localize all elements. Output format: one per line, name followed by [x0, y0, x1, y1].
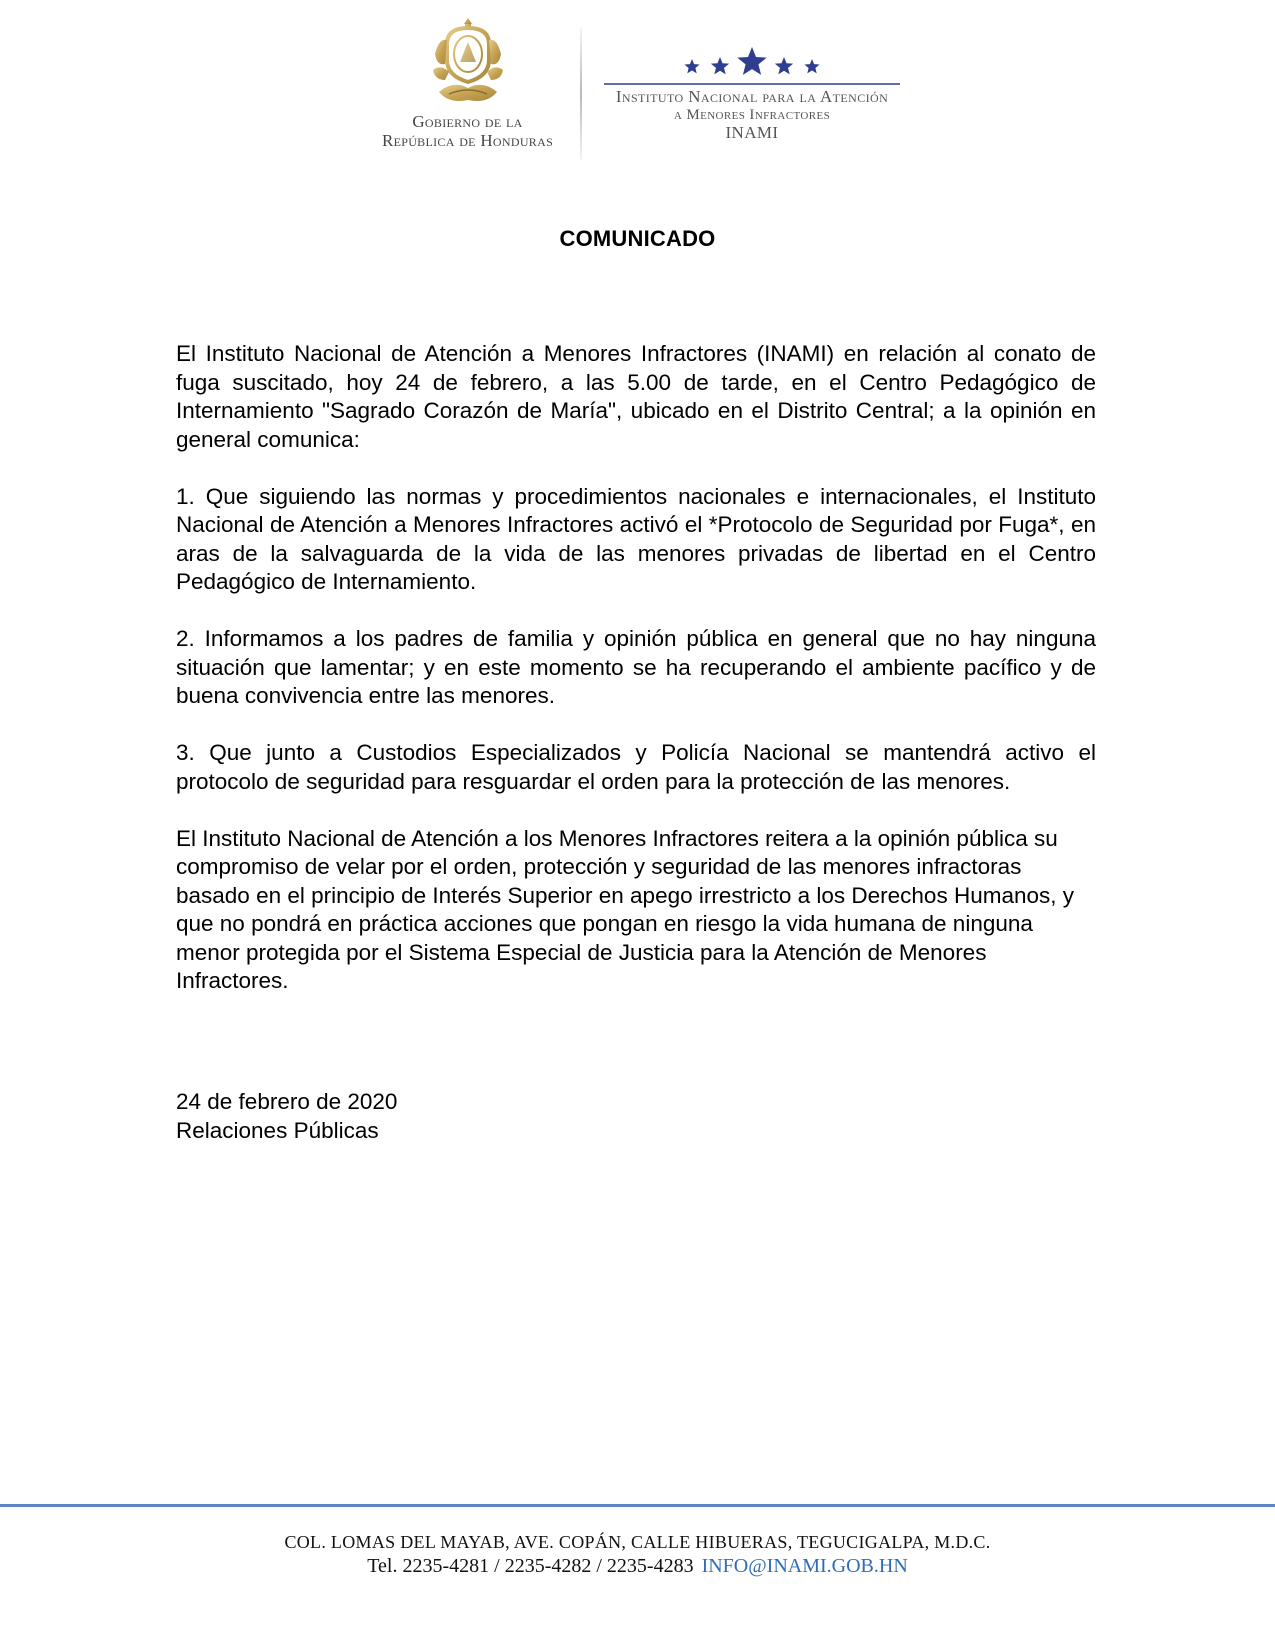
document-signature: Relaciones Públicas — [176, 1117, 379, 1143]
star-icon — [775, 57, 793, 74]
letterhead — [0, 14, 1275, 164]
paragraph-point-2: 2. Informamos a los padres de familia y opinión pública en general que no hay ninguna situación que lamentar; y en este momento se ha recuperando el ambiente pacífico y de buena convivencia entre las menores. — [176, 626, 1096, 708]
paragraph-point-1: 1. Que siguiendo las normas y procedimientos nacionales e internacionales, el Instituto Nacional de Atención a Menores Infractores activó el *Protocolo de Seguridad por Fuga*, en aras de la salvaguarda de la vida de las menores privadas de libertad en el Centro Pedagógico de Internamiento. — [176, 483, 1096, 594]
paragraph-intro: El Instituto Nacional de Atención a Menores Infractores (INAMI) en relación al conato de fuga suscitado, hoy 24 de febrero, a las 5.00 de tarde, en el Centro Pedagógico de Internamiento "Sagrado Corazón de María", ubicado en el Distrito Central; a la opinión en general comunica: — [176, 341, 1096, 452]
letterhead-divider — [580, 28, 582, 160]
honduras-coat-of-arms-icon — [427, 14, 509, 110]
government-name-line-1: Gobierno de la — [412, 112, 523, 131]
document-body — [176, 340, 1096, 1024]
paragraph-point-3: 3. Que junto a Custodios Especializados y Policía Nacional se mantendrá activo el protocolo de seguridad para resguardar el orden para la protección de las menores. — [176, 740, 1096, 794]
government-name-line-2: República de Honduras — [381, 131, 554, 150]
footer-address: COL. LOMAS DEL MAYAB, AVE. COPÁN, CALLE HIBUERAS, TEGUCIGALPA, M.D.C. — [284, 1532, 991, 1552]
star-icon — [711, 57, 729, 74]
inami-logo — [596, 42, 908, 142]
inami-name-line-2: a Menores Infractores — [673, 107, 831, 123]
footer-phones: Tel. 2235-4281 / 2235-4282 / 2235-4283 — [367, 1555, 694, 1577]
government-name — [360, 112, 575, 150]
government-logo — [360, 14, 575, 150]
inami-name-line-3: INAMI — [725, 123, 779, 142]
document-title: COMUNICADO — [559, 226, 716, 251]
inami-name — [596, 88, 908, 142]
star-icon — [804, 59, 819, 73]
paragraph-conclusion: El Instituto Nacional de Atención a los Menores Infractores reitera a la opinión pública su compromiso de velar por el orden, protección y seguridad de las menores infractoras basado en el principio de Interés Superior en apego irrestricto a los Derechos Humanos, y que no pondrá en práctica acciones que pongan en riesgo la vida humana de ninguna menor protegida por el Sistema Especial de Justicia para la Atención de Menores Infractores. — [176, 825, 1074, 993]
five-stars-icon — [602, 42, 902, 88]
footer — [0, 1530, 1275, 1578]
star-icon — [737, 47, 766, 75]
footer-contact — [0, 1554, 1275, 1578]
document-closing — [176, 1088, 397, 1145]
footer-email-link[interactable]: INFO@INAMI.GOB.HN — [701, 1555, 908, 1577]
inami-name-line-1: Instituto Nacional para la Atención — [615, 87, 889, 106]
star-icon — [684, 59, 699, 73]
document-date: 24 de febrero de 2020 — [176, 1089, 398, 1114]
footer-divider — [0, 1504, 1275, 1507]
